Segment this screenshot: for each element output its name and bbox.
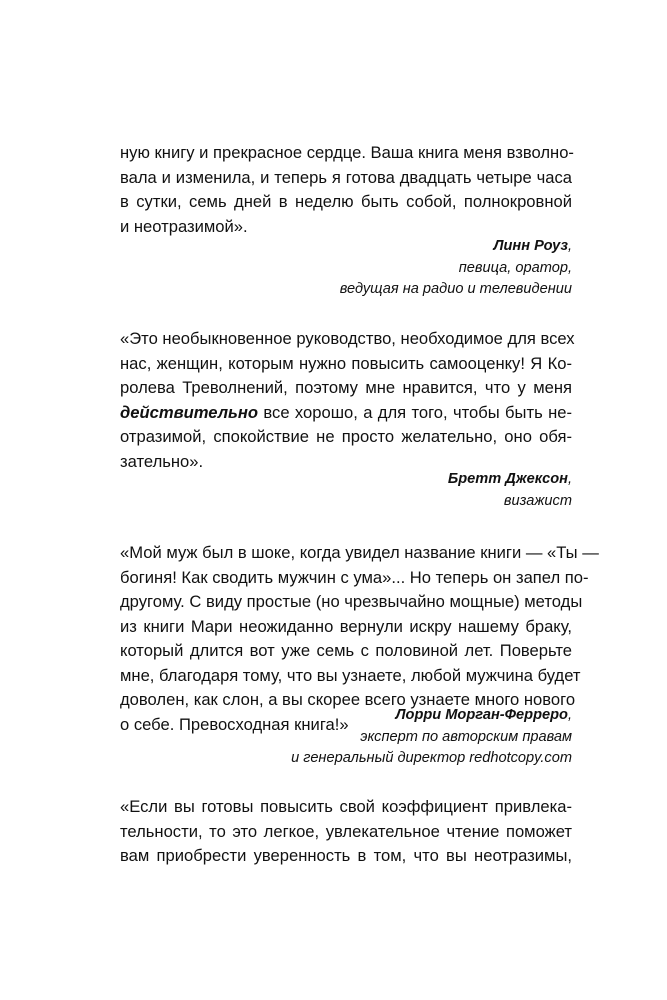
author-name-line — [120, 236, 572, 258]
quote-line: вала и изменила, и теперь я готова двадцать четыре часа — [120, 167, 572, 187]
quote-line: тельности, то это легкое, увлекательное чтение поможет — [120, 821, 572, 841]
quote-3-attribution — [120, 705, 572, 770]
author-role: визажист — [503, 492, 572, 509]
quote-1-attribution — [120, 236, 572, 301]
quote-line: ную книгу и прекрасное сердце. Ваша книга меня взволно- — [120, 143, 574, 162]
quote-line: из книги Мари неожиданно вернули искру нашему браку, — [120, 616, 572, 636]
author-role: ведущая на радио и телевидении — [339, 281, 572, 297]
quote-line: мне, благодаря тому, что вы узнаете, любой мужчина будет — [120, 665, 581, 685]
quote-line: богиня! Как сводить мужчин с ума»... Но теперь он запел по- — [120, 567, 589, 587]
quote-line: другому. С виду простые (но чрезвычайно мощные) методы — [120, 592, 583, 611]
quote-line: «Это необыкновенное руководство, необходимое для всех — [120, 329, 575, 348]
quote-line-with-emphasis — [120, 401, 572, 426]
quote-line: зательно». — [120, 451, 204, 471]
quote-line: «Мой муж был в шоке, когда увидел название книги — «Ты — — [120, 543, 599, 562]
quote-line: который длится вот уже семь с половиной лет. Поверьте — [120, 641, 572, 660]
quote-line: в сутки, семь дней в неделю быть собой, полнокровной — [120, 192, 572, 211]
quote-line: о себе. Превосходная книга!» — [120, 714, 349, 734]
author-role: и генеральный директор redhotcopy.com — [291, 750, 572, 766]
author-name-line — [120, 705, 572, 727]
quote-line: «Если вы готовы повысить свой коэффициент привлека- — [120, 797, 572, 816]
quote-line: доволен, как слон, а вы скорее всего узнаете много нового — [120, 690, 576, 709]
quote-line: вам приобрести уверенность в том, что вы неотразимы, — [120, 846, 572, 865]
quote-2-attribution — [120, 469, 572, 512]
author-role: эксперт по авторским правам — [360, 728, 572, 745]
author-role: певица, оратор, — [458, 259, 572, 276]
quote-line: и неотразимой». — [120, 216, 248, 236]
quote-2-text — [120, 327, 575, 474]
quote-line: ролева Треволнений, поэтому мне нравится, что у меня — [120, 378, 572, 397]
quote-1-text — [120, 141, 572, 239]
author-comma: , — [567, 238, 572, 254]
author-name-line — [120, 469, 572, 491]
emphasis-word: действительно — [120, 402, 259, 422]
quote-4-text — [120, 795, 572, 869]
author-comma: , — [567, 471, 572, 487]
quote-line: нас, женщин, которым нужно повысить самооценку! Я Ко- — [120, 353, 572, 373]
author-name: Бретт Джексон — [447, 471, 568, 487]
quote-line: отразимой, спокойствие не просто желательно, оно обя- — [120, 427, 572, 446]
author-comma: , — [567, 707, 572, 723]
author-name: Лорри Морган-Ферреро — [395, 707, 568, 723]
quote-line-rest: все хорошо, а для того, чтобы быть не- — [263, 402, 572, 422]
author-name: Линн Роуз — [493, 238, 568, 254]
